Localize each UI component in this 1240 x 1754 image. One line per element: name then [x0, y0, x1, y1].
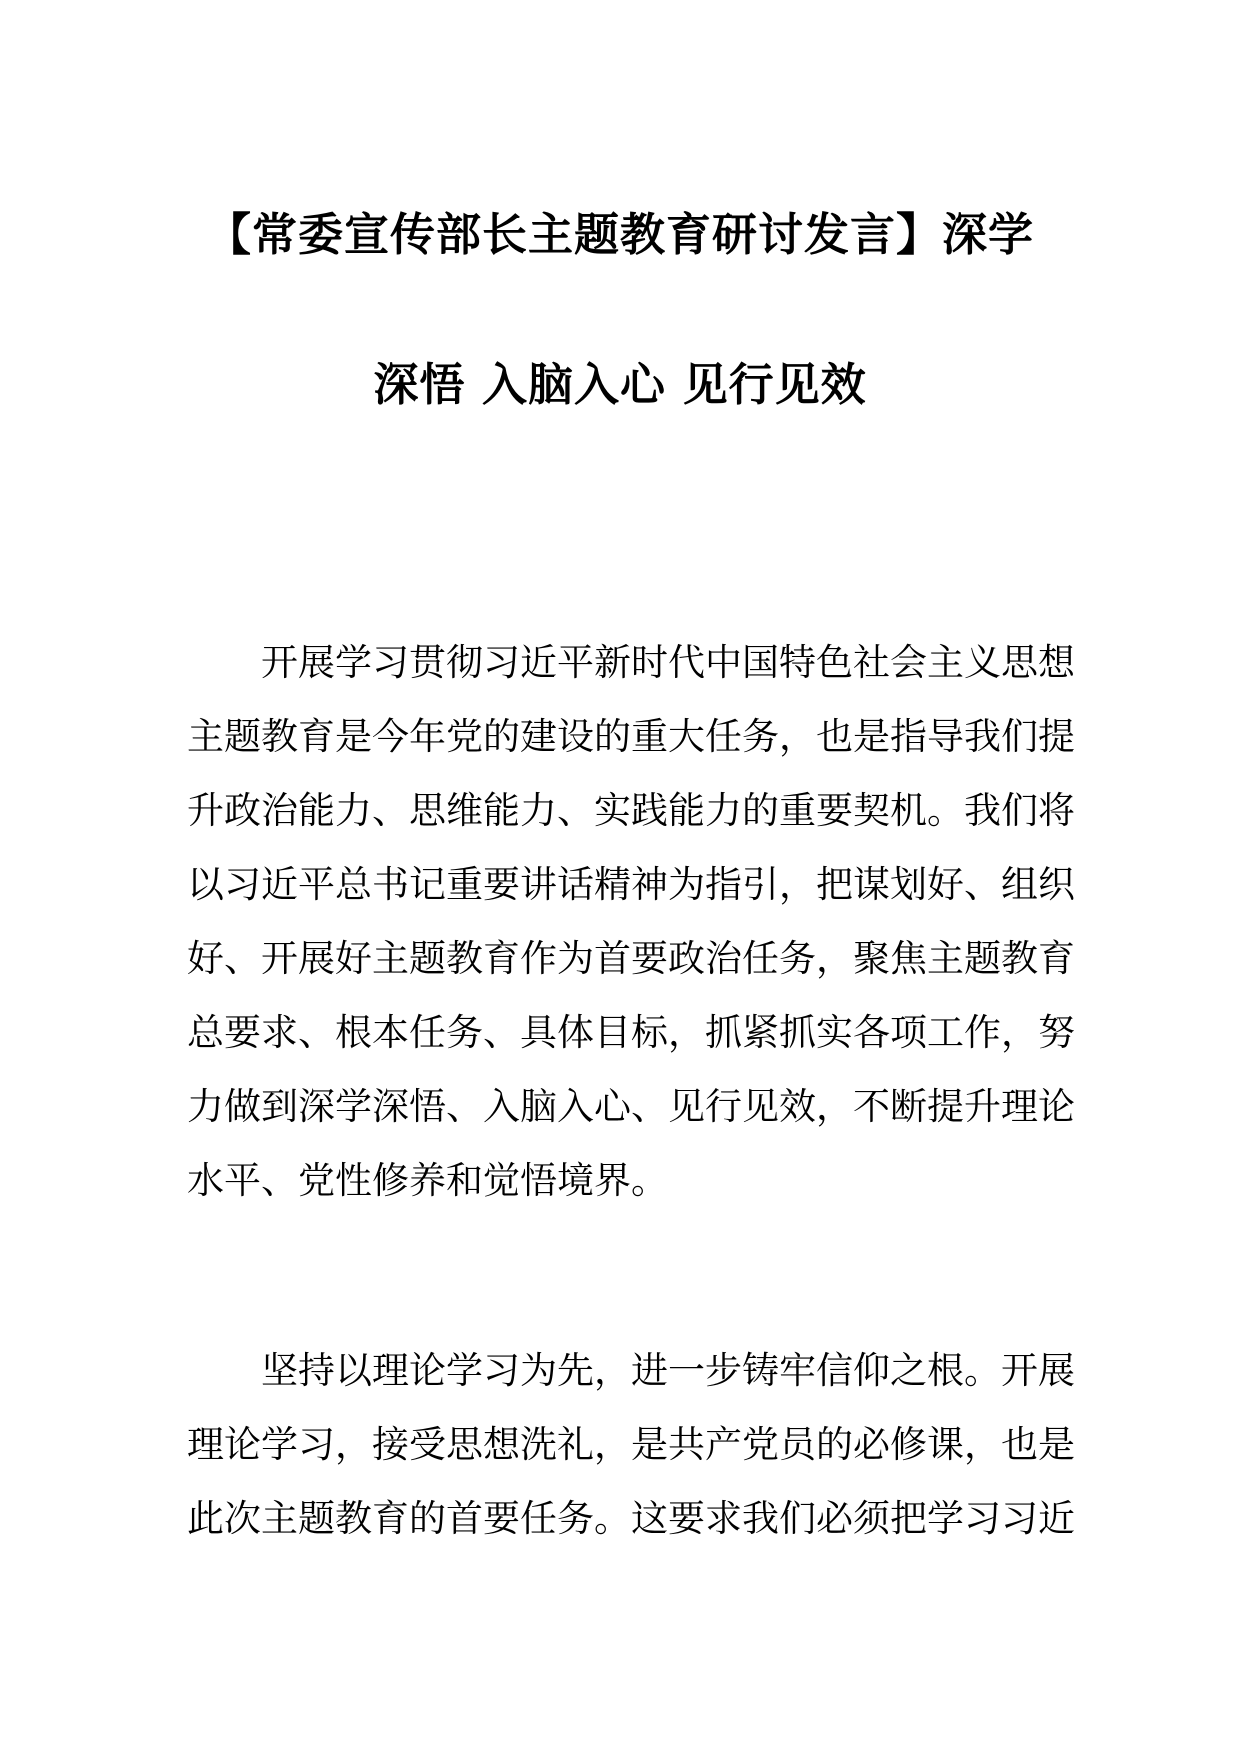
paragraph-1-line-1: 开展学习贯彻习近平新时代中国特色社会主义思想 — [261, 641, 1075, 684]
paragraph-1-line-6: 总要求、根本任务、具体目标，抓紧抓实各项工作，努 — [187, 1011, 1075, 1054]
paragraph-1-line-8: 水平、党性修养和觉悟境界。 — [187, 1159, 668, 1202]
document-title-line-2: 深悟 入脑入心 见行见效 — [373, 358, 867, 411]
paragraph-1-line-3: 升政治能力、思维能力、实践能力的重要契机。我们将 — [187, 789, 1075, 832]
paragraph-2-line-1: 坚持以理论学习为先，进一步铸牢信仰之根。开展 — [261, 1349, 1075, 1392]
paragraph-2-line-3: 此次主题教育的首要任务。这要求我们必须把学习习近 — [187, 1497, 1075, 1540]
paragraph-1-line-2: 主题教育是今年党的建设的重大任务，也是指导我们提 — [187, 715, 1075, 758]
paragraph-2-line-2: 理论学习，接受思想洗礼，是共产党员的必修课，也是 — [187, 1423, 1075, 1466]
paragraph-1-line-5: 好、开展好主题教育作为首要政治任务，聚焦主题教育 — [187, 937, 1075, 980]
document-title-line-1: 【常委宣传部长主题教育研讨发言】深学 — [205, 208, 1034, 261]
paragraph-1-line-7: 力做到深学深悟、入脑入心、见行见效，不断提升理论 — [187, 1085, 1075, 1128]
paragraph-1-line-4: 以习近平总书记重要讲话精神为指引，把谋划好、组织 — [187, 863, 1075, 906]
